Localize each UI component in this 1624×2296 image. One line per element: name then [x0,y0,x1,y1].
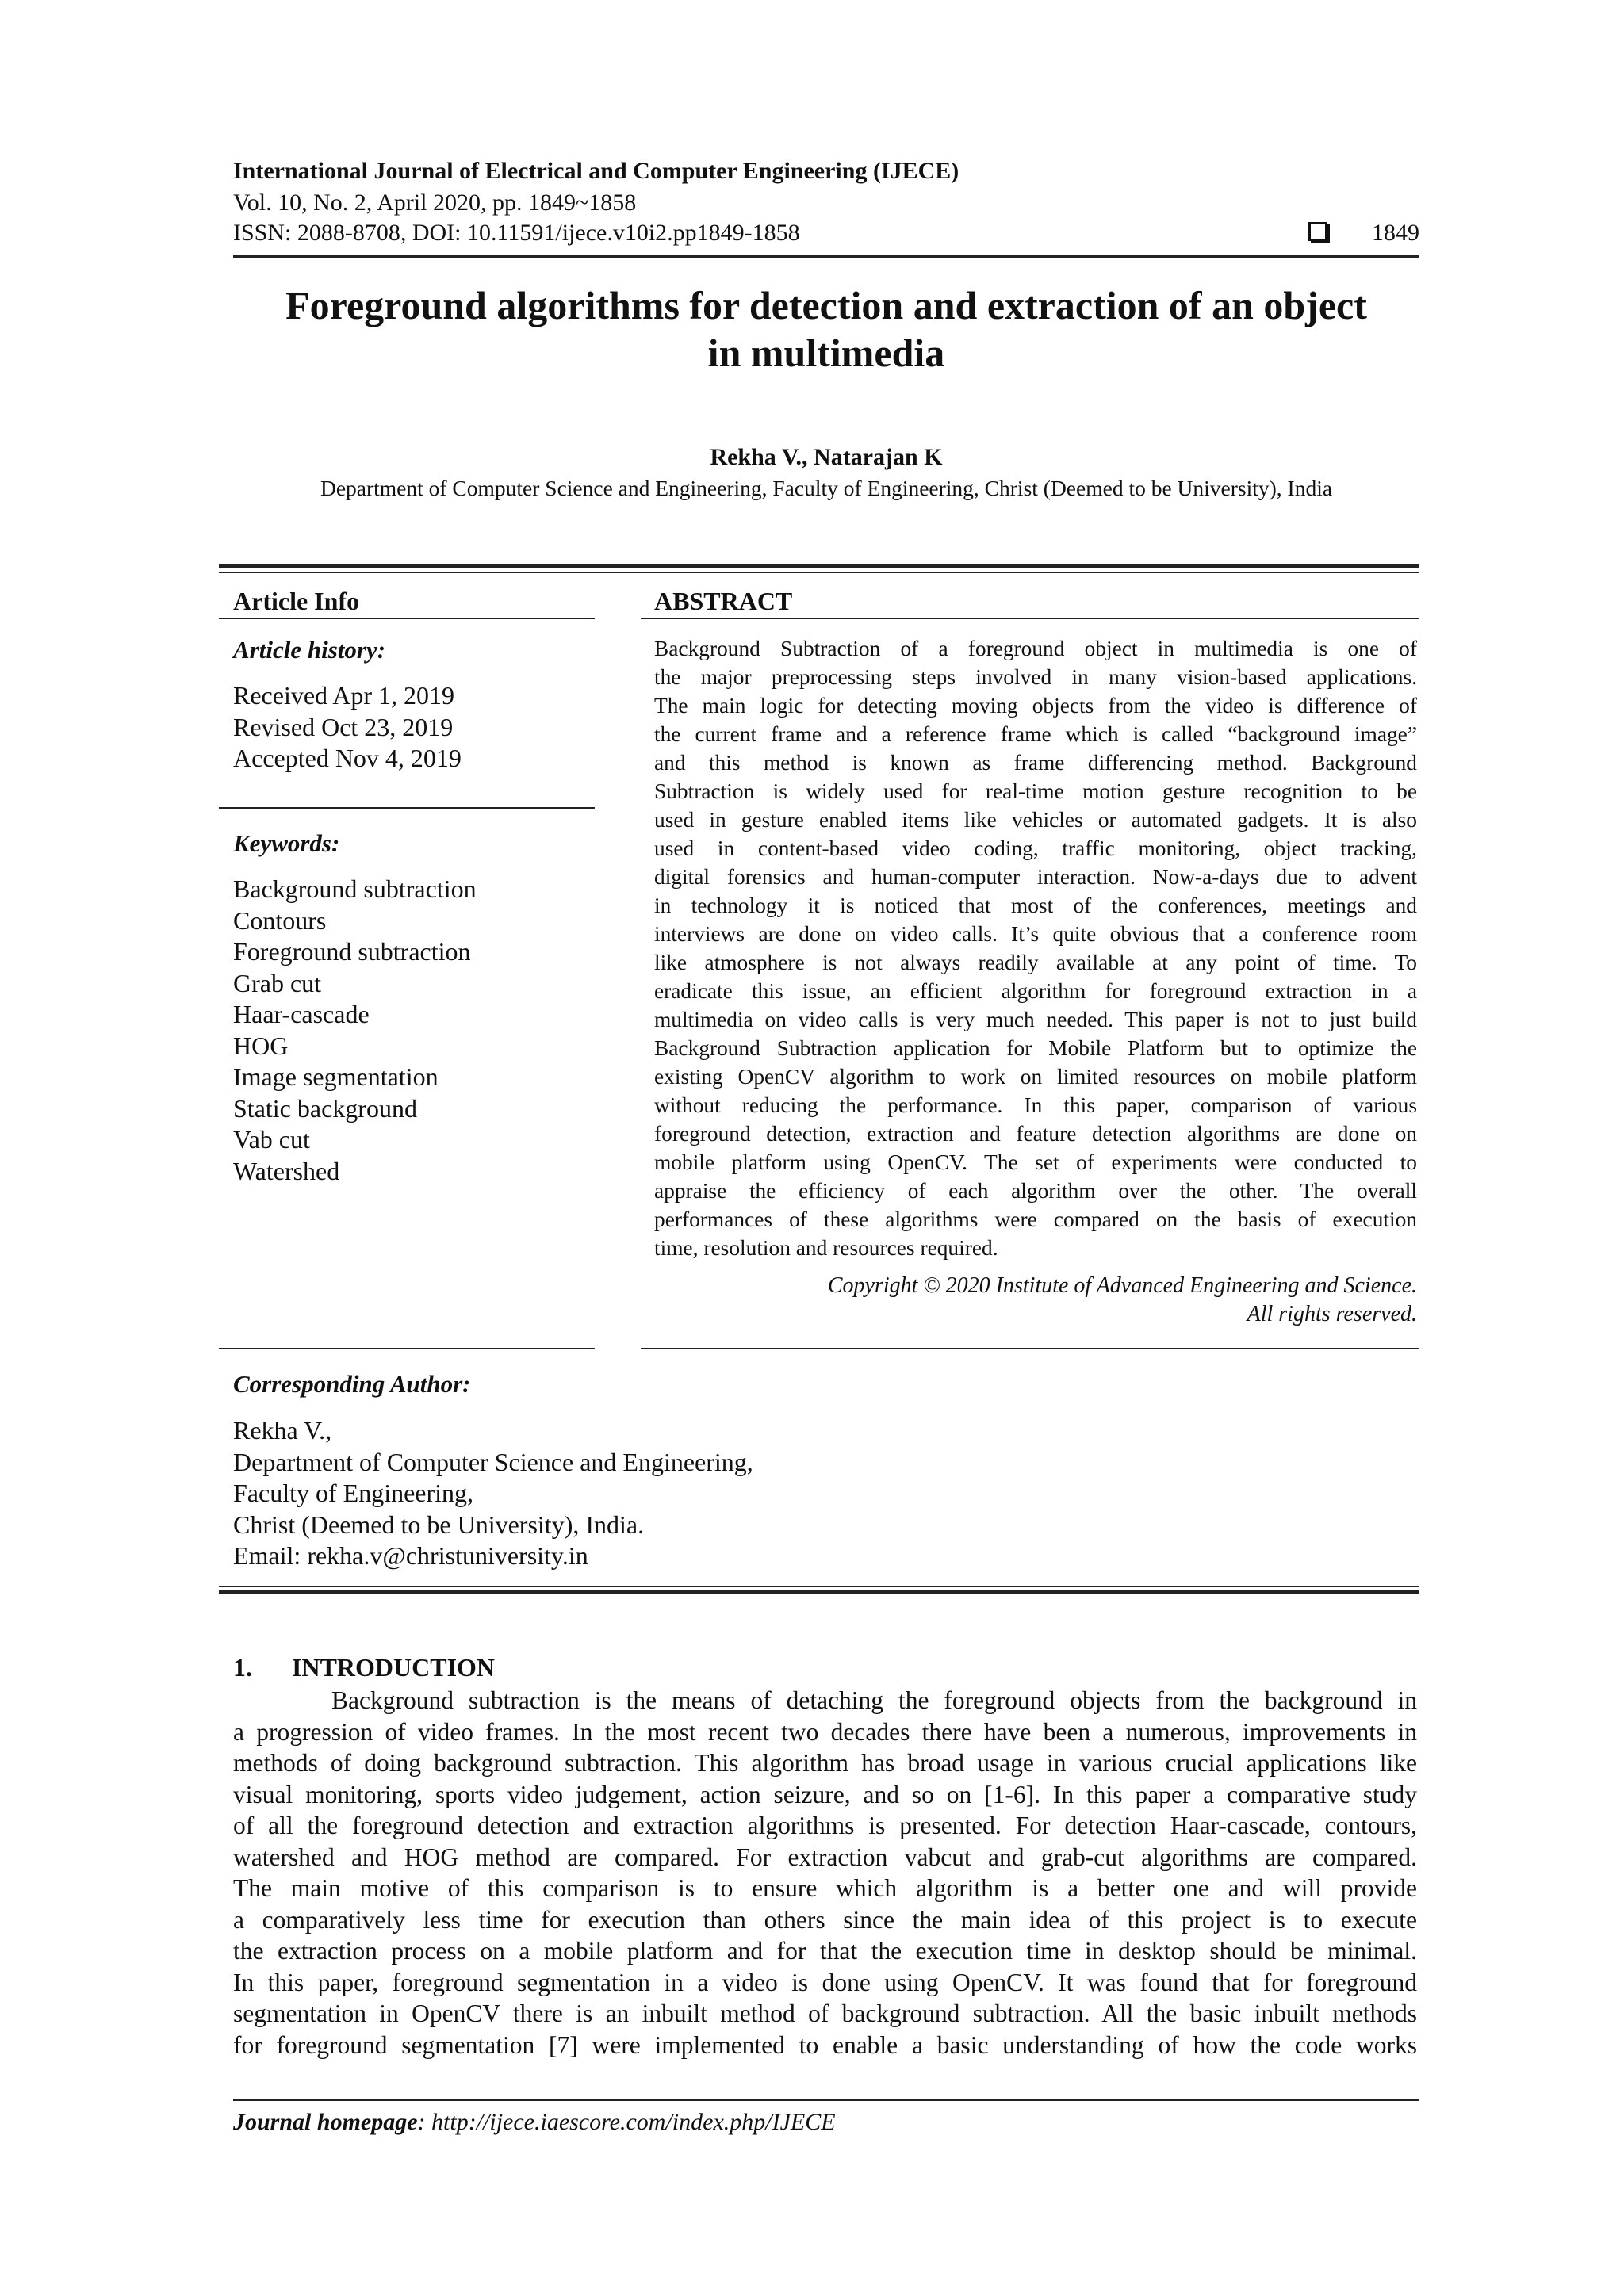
keyword-item: Vab cut [233,1125,310,1154]
paper-title [233,281,1419,377]
keyword-item: Grab cut [233,968,322,997]
article-info-heading: Article Info [233,587,360,615]
body-line: a comparatively less time for execution than others since the main idea of this project is to execute [233,1905,1417,1934]
copyright-line-1: Copyright © 2020 Institute of Advanced Engineering and Science. [827,1273,1417,1298]
issn-doi: ISSN: 2088-8708, DOI: 10.11591/ijece.v10i2.pp1849-1858 [233,220,800,246]
body-line: The main motive of this comparison is to ensure which algorithm is a better one and will provide [233,1874,1417,1902]
title-line-2: in multimedia [707,331,945,375]
article-history-heading: Article history: [233,636,386,664]
info-box-top-rule-thin [219,572,1419,573]
page-number: 1849 [1372,220,1419,246]
volume-info: Vol. 10, No. 2, April 2020, pp. 1849~1858 [233,189,637,216]
section-title: INTRODUCTION [292,1653,496,1682]
abstract-line: Background Subtraction application for Mobile Platform but to optimize the [654,1036,1417,1060]
title-line-1: Foreground algorithms for detection and extraction of an object [285,283,1367,327]
info-box-top-rule [219,564,1419,568]
body-line: a progression of video frames. In the most recent two decades there have been a numerous, improvements in [233,1717,1417,1746]
footer-rule [233,2099,1419,2101]
section-number: 1. [233,1653,252,1682]
corresponding-faculty: Faculty of Engineering, [233,1479,474,1507]
body-line: Background subtraction is the means of detaching the foreground objects from the background in [331,1686,1417,1714]
info-box-bottom-rule-thin [219,1586,1419,1587]
journal-name: International Journal of Electrical and Computer Engineering (IJECE) [233,158,959,184]
keyword-item: HOG [233,1031,289,1060]
abstract-line: digital forensics and human-computer interaction. Now-a-days due to advent [654,865,1417,889]
introduction-body [233,1685,1417,2061]
abstract-line: eradicate this issue, an efficient algorithm for foreground extraction in a [654,979,1417,1003]
article-info-bottom-rule [219,1348,595,1349]
corresponding-institution: Christ (Deemed to be University), India. [233,1510,645,1539]
history-revised: Revised Oct 23, 2019 [233,712,454,741]
abstract-line: used in content-based video coding, traffic monitoring, object tracking, [654,836,1417,860]
abstract-line: mobile platform using OpenCV. The set of experiments were conducted to [654,1150,1417,1174]
footer-label: Journal homepage [233,2109,418,2135]
corresponding-department: Department of Computer Science and Engineering, [233,1447,753,1476]
journal-homepage-link[interactable]: http://ijece.iaescore.com/index.php/IJECE [431,2109,836,2135]
info-box-bottom-rule [219,1590,1419,1594]
keyword-item: Static background [233,1093,417,1123]
body-line: segmentation in OpenCV there is an inbuilt method of background subtraction. All the basic inbuilt methods [233,1999,1417,2027]
body-line: methods of doing background subtraction. This algorithm has broad usage in various crucial applications like [233,1749,1417,1777]
keywords-list [233,874,477,1187]
keyword-item: Contours [233,905,327,935]
abstract-line: Subtraction is widely used for real-time motion gesture recognition to be [654,779,1417,803]
keyword-item: Watershed [233,1156,340,1185]
abstract-line: existing OpenCV algorithm to work on limited resources on mobile platform [654,1065,1417,1089]
abstract-line: Background Subtraction of a foreground object in multimedia is one of [654,637,1417,660]
abstract-line: performances of these algorithms were compared on the basis of execution [654,1207,1417,1231]
keyword-item: Haar-cascade [233,1000,370,1028]
abstract-heading: ABSTRACT [654,587,793,615]
keyword-item: Foreground subtraction [233,937,471,966]
abstract-line: and this method is known as frame differencing method. Background [654,751,1417,775]
body-line: visual monitoring, sports video judgement, action seizure, and so on [1-6]. In this paper a comparative study [233,1780,1417,1808]
section-heading-introduction [233,1653,495,1682]
abstract-line: used in gesture enabled items like vehicles or automated gadgets. It is also [654,808,1417,832]
abstract-bottom-rule [641,1348,1419,1349]
article-info-rule [219,618,595,619]
body-line: for foreground segmentation [7] were implemented to enable a basic understanding of how the code works [233,2030,1417,2059]
abstract-line: foreground detection, extraction and feature detection algorithms are done on [654,1122,1417,1146]
body-line: of all the foreground detection and extraction algorithms is presented. For detection Haar-cascade, contours, [233,1812,1417,1839]
abstract-line: time, resolution and resources required. [654,1236,998,1260]
abstract-line: appraise the efficiency of each algorithm over the other. The overall [654,1179,1417,1203]
checkbox-glyph-icon [1308,222,1327,241]
abstract-line: without reducing the performance. In this paper, comparison of various [654,1093,1417,1117]
header-rule [233,255,1419,258]
corresponding-author-details [233,1415,753,1572]
history-received: Received Apr 1, 2019 [233,681,455,710]
history-accepted: Accepted Nov 4, 2019 [233,744,462,772]
abstract-line: multimedia on video calls is very much needed. This paper is not to just build [654,1008,1417,1031]
affiliation: Department of Computer Science and Engineering, Faculty of Engineering, Christ (Deemed to be University), India [320,476,1333,500]
authors: Rekha V., Natarajan K [710,444,943,470]
abstract-line: the current frame and a reference frame which is called “background image” [654,722,1417,746]
history-rule [219,807,595,809]
copyright-line-2: All rights reserved. [1247,1302,1417,1326]
corresponding-author-heading: Corresponding Author: [233,1370,471,1398]
copyright-notice [654,1272,1417,1329]
body-line: the extraction process on a mobile platform and for that the execution time in desktop should be minimal. [233,1937,1417,1965]
article-history [233,680,462,775]
abstract-body [654,634,1417,1262]
abstract-line: the major preprocessing steps involved in many vision-based applications. [654,665,1417,689]
corresponding-name: Rekha V., [233,1416,332,1445]
footer-separator: : [417,2109,432,2135]
corresponding-email: Email: rekha.v@christuniversity.in [233,1541,588,1570]
keyword-item: Background subtraction [233,874,477,903]
body-line: In this paper, foreground segmentation in a video is done using OpenCV. It was found that for foreground [233,1968,1417,1996]
abstract-rule [641,618,1419,619]
abstract-line: interviews are done on video calls. It’s quite obvious that a conference room [654,922,1417,946]
abstract-line: in technology it is noticed that most of the conferences, meetings and [654,894,1417,917]
keyword-item: Image segmentation [233,1062,439,1091]
body-line: watershed and HOG method are compared. For extraction vabcut and grab-cut algorithms are compared. [233,1843,1417,1871]
keywords-heading: Keywords: [233,829,340,857]
abstract-line: like atmosphere is not always readily available at any point of time. To [654,951,1417,974]
abstract-line: The main logic for detecting moving objects from the video is difference of [654,694,1417,718]
journal-homepage [233,2109,836,2136]
